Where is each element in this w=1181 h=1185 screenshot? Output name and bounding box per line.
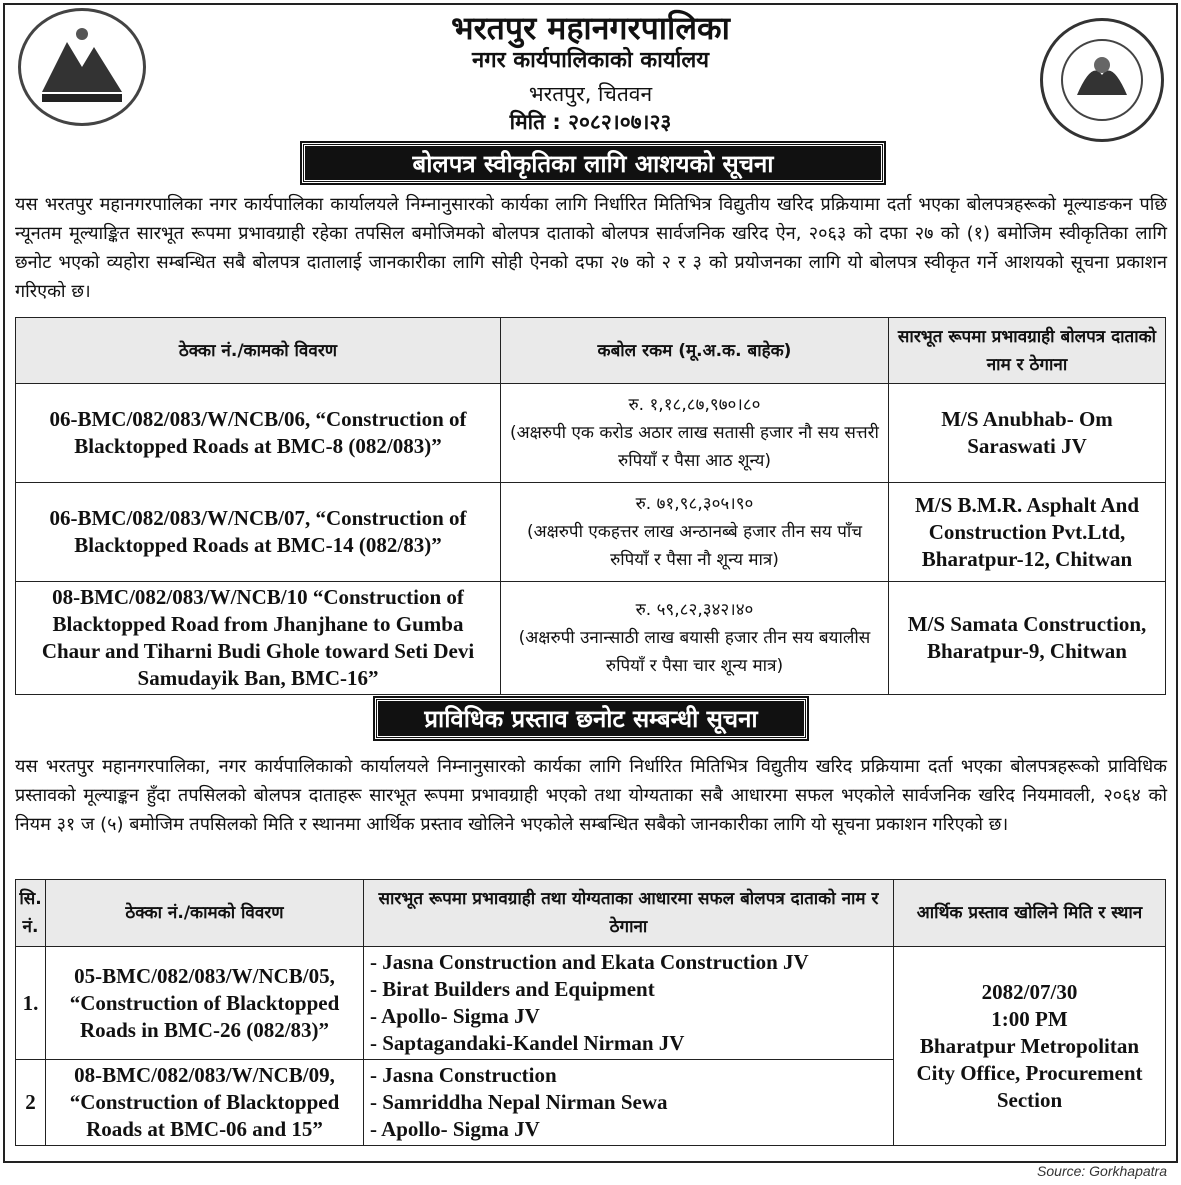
section1-paragraph: यस भरतपुर महानगरपालिका नगर कार्यपालिका कार्यालयले निम्नानुसारको कार्यका लागि निर्धारित मितिभित्र विद्युतीय खरिद प्रक्रियामा दर्ता भएका बोलपत्रहरूको मूल्याङकन पछि न्यूनतम मूल्याङ्कित सारभूत रूपमा प्रभावग्राही रहेका तपसिल बमोजिमको बोलपत्र दाताको बोलपत्र सार्वजनिक खरिद ऐन, २०६३ को दफा २७ को (१) बमोजिम स्वीकृतिका लागि छनोट भएको व्यहोरा सम्बन्धित सबै बोलपत्र दातालाई जानकारीका लागि सोही ऐनको दफा २७ को २ र ३ को प्रयोजनका लागि यो बोलपत्र स्वीकृत गर्ने आशयको सूचना प्रकाशन गरिएको छ। — [15, 194, 1167, 302]
col-contract: ठेक्का नं./कामको विवरण — [16, 318, 501, 384]
col-bidder: सारभूत रूपमा प्रभावग्राही बोलपत्र दाताको नाम र ठेगाना — [889, 318, 1166, 384]
technical-table — [15, 879, 1166, 1146]
bidder-item: - Apollo- Sigma JV — [370, 1004, 540, 1028]
bidder-cell: M/S B.M.R. Asphalt And Construction Pvt.Ltd, Bharatpur-12, Chitwan — [889, 483, 1166, 582]
amount-cell — [501, 384, 889, 483]
section2-title: प्राविधिक प्रस्ताव छनोट सम्बन्धी सूचना — [375, 698, 807, 739]
bidder-item: - Saptagandaki-Kandel Nirman JV — [370, 1031, 685, 1055]
amount-words: (अक्षरुपी एक करोड अठार लाख सतासी हजार नौ सय सत्तरी रुपियाँ र पैसा आठ शून्य) — [510, 423, 879, 471]
notice-date: मिति : २०८२।०७।२३ — [509, 110, 672, 134]
municipality-title: भरतपुर महानगरपालिका — [451, 9, 730, 47]
table-row — [16, 582, 1166, 695]
sn-cell: 2 — [16, 1060, 46, 1146]
sn-cell: 1. — [16, 947, 46, 1060]
office-name: नगर कार्यपालिकाको कार्यालय — [472, 48, 709, 73]
intent-table — [15, 317, 1166, 695]
bidder-item: - Jasna Construction — [370, 1063, 557, 1087]
col-bidders: सारभूत रूपमा प्रभावग्राही तथा योग्यताका आधारमा सफल बोलपत्र दाताको नाम र ठेगाना — [364, 880, 894, 947]
section2-paragraph: यस भरतपुर महानगरपालिका, नगर कार्यपालिकाको कार्यालयले निम्नानुसारको कार्यका लागि निर्धारित मितिभित्र विद्युतीय खरिद प्रक्रियामा दर्ता भएका बोलपत्रहरूको प्राविधिक प्रस्तावको मूल्याङ्कन हुँदा तपसिलको बोलपत्र दाताहरू सारभूत रूपमा प्रभावग्राही भएको तथा योग्यताका सबै आधारमा सफल भएकोले सार्वजनिक खरिद नियमावली, २०६४ को नियम ३१ ज (५) बमोजिम तपसिलको मिति र स्थानमा आर्थिक प्रस्ताव खोलिने भएकोले सम्बन्धित सबैको जानकारीका लागि यो सूचना प्रकाशन गरिएको छ। — [15, 756, 1167, 835]
col-opening: आर्थिक प्रस्ताव खोलिने मिति र स्थान — [894, 880, 1166, 947]
table-header-row — [16, 880, 1166, 947]
amount-cell — [501, 582, 889, 695]
amount-figure: रु. १,१८,८७,९७०।८० — [628, 395, 761, 415]
contract-cell: 06-BMC/082/083/W/NCB/06, “Construction of Blacktopped Roads at BMC-8 (082/083)” — [16, 384, 501, 483]
bidders-cell — [364, 1060, 894, 1146]
amount-cell — [501, 483, 889, 582]
bidder-item: - Apollo- Sigma JV — [370, 1117, 540, 1141]
section1-title: बोलपत्र स्वीकृतिका लागि आशयको सूचना — [302, 143, 884, 183]
opening-time: 1:00 PM — [991, 1006, 1068, 1031]
source-credit: Source: Gorkhapatra — [1037, 1163, 1167, 1179]
bidder-item: - Birat Builders and Equipment — [370, 977, 655, 1001]
table-row — [16, 384, 1166, 483]
amount-words: (अक्षरुपी एकहत्तर लाख अन्ठानब्बे हजार तीन सय पाँच रुपियाँ र पैसा नौ शून्य मात्र) — [526, 522, 863, 570]
contract-cell: 08-BMC/082/083/W/NCB/09, “Construction of Blacktopped Roads at BMC-06 and 15” — [46, 1060, 364, 1146]
col-contract: ठेक्का नं./कामको विवरण — [46, 880, 364, 947]
bidders-cell — [364, 947, 894, 1060]
contract-cell: 05-BMC/082/083/W/NCB/05, “Construction of Blacktopped Roads in BMC-26 (082/83)” — [46, 947, 364, 1060]
col-sn: सि. नं. — [16, 880, 46, 947]
opening-date: 2082/07/30 — [981, 979, 1078, 1004]
opening-place: Bharatpur Metropolitan City Office, Procurement Section — [916, 1033, 1143, 1112]
bidder-item: - Samriddha Nepal Nirman Sewa — [370, 1090, 668, 1114]
opening-cell — [894, 947, 1166, 1146]
amount-figure: रु. ५९,८२,३४२।४० — [635, 600, 754, 620]
bidder-item: - Jasna Construction and Ekata Construction JV — [370, 950, 809, 974]
contract-cell: 08-BMC/082/083/W/NCB/10 “Construction of Blacktopped Road from Jhanjhane to Gumba Chaur and Tiharni Budi Ghole toward Seti Devi Samudayik Ban, BMC-16” — [16, 582, 501, 695]
amount-figure: रु. ७१,९८,३०५।९० — [635, 494, 754, 514]
amount-words: (अक्षरुपी उनान्साठी लाख बयासी हजार तीन सय बयालीस रुपियाँ र पैसा चार शून्य मात्र) — [518, 628, 871, 676]
table-header-row — [16, 318, 1166, 384]
table-row — [16, 947, 1166, 1060]
contract-cell: 06-BMC/082/083/W/NCB/07, “Construction of Blacktopped Roads at BMC-14 (082/83)” — [16, 483, 501, 582]
table-row — [16, 483, 1166, 582]
col-amount: कबोल रकम (मू.अ.क. बाहेक) — [501, 318, 889, 384]
office-location: भरतपुर, चितवन — [528, 82, 653, 106]
bidder-cell: M/S Anubhab- Om Saraswati JV — [889, 384, 1166, 483]
bidder-cell: M/S Samata Construction, Bharatpur-9, Chitwan — [889, 582, 1166, 695]
